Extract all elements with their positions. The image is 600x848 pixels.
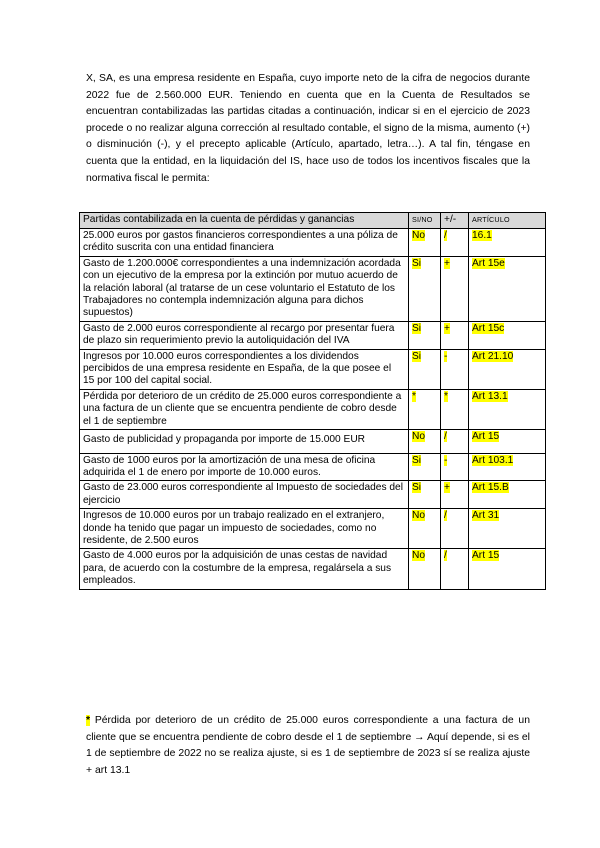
table-row xyxy=(80,389,546,429)
row-articulo: Art 13.1 xyxy=(472,390,508,402)
row-signo: + xyxy=(444,322,450,334)
table-header-row xyxy=(80,213,546,229)
row-si-no: Si xyxy=(412,350,422,362)
row-description: Gasto de 23.000 euros correspondiente al Impuesto de sociedades del ejercicio xyxy=(80,481,409,509)
row-description: Gasto de publicidad y propaganda por importe de 15.000 EUR xyxy=(80,430,409,453)
row-signo: + xyxy=(444,482,450,494)
row-si-no: Si xyxy=(412,322,422,334)
row-description: Gasto de 1000 euros por la amortización de una mesa de oficina adquirida el 1 de enero por importe de 10.000 euros. xyxy=(80,453,409,481)
table-row xyxy=(80,430,546,453)
table-row xyxy=(80,481,546,509)
row-articulo: Art 15 xyxy=(472,550,500,562)
table-row xyxy=(80,453,546,481)
row-articulo: Art 15e xyxy=(472,257,505,269)
table-row xyxy=(80,509,546,549)
row-articulo: Art 15 xyxy=(472,431,500,443)
row-articulo: Art 15.B xyxy=(472,482,509,494)
header-articulo: ARTÍCULO xyxy=(469,213,546,229)
row-signo: / xyxy=(444,230,447,241)
footnote-asterisk: * xyxy=(86,715,91,726)
row-description: 25.000 euros por gastos financieros correspondientes a una póliza de crédito suscrita con una entidad financiera xyxy=(80,229,409,257)
row-signo: * xyxy=(444,390,448,402)
row-si-no: No xyxy=(412,550,426,562)
row-description: Ingresos de 10.000 euros por un trabajo realizado en el extranjero, donde ha tenido que pagar un impuesto de sociedades, como no residente, de 2.500 euros xyxy=(80,509,409,549)
row-articulo: Art 15c xyxy=(472,322,505,334)
footnote-text: Pérdida por deterioro de un crédito de 25.000 euros correspondiente a una factura de un cliente que se encuentra pendiente de cobro desde el 1 de septiembre → Aquí depende, si es el 1 de septiembre de 2022 no se realiza ajuste, si es 1 de septiembre de 2023 sí se realiza ajuste + art 13.1 xyxy=(86,715,530,776)
row-description: Gasto de 4.000 euros por la adquisición de unas cestas de navidad para, de acuerdo con la costumbre de la empresa, regalársela a sus empleados. xyxy=(80,549,409,589)
row-si-no: Si xyxy=(412,482,422,494)
row-description: Gasto de 1.200.000€ correspondientes a una indemnización acordada con un ejecutivo de la empresa por la extinción por mutuo acuerdo de la relación laboral (al tratarse de un cese voluntario el Estatuto de los Trabajadores no contempla indemnización alguna para dichos supuestos) xyxy=(80,256,409,321)
exercise-statement: X, SA, es una empresa residente en España, cuyo importe neto de la cifra de negocios durante 2022 fue de 2.560.000 EUR. Teniendo en cuenta que en la Cuenta de Resultados se encuentran contabilizadas las partidas citadas a continuación, indicar si en el ejercicio de 2023 procede o no realizar alguna corrección al resultado contable, el signo de la misma, aumento (+) o disminución (-), y el precepto aplicable (Artículo, apartado, letra…). A tal fin, téngase en cuenta que la entidad, en la liquidación del IS, hace uso de todos los incentivos fiscales que la normativa fiscal le permita: xyxy=(86,73,530,184)
table-row xyxy=(80,321,546,349)
row-description: Pérdida por deterioro de un crédito de 25.000 euros correspondiente a una factura de un cliente que se encuentra pendiente de cobro desde el 1 de septiembre xyxy=(80,389,409,429)
row-signo: / xyxy=(444,550,447,562)
footnote xyxy=(86,713,530,779)
row-signo: / xyxy=(444,510,447,522)
row-si-no: No xyxy=(412,230,426,241)
adjustments-table xyxy=(79,212,546,590)
header-si-no: SI/NO xyxy=(409,213,441,229)
row-si-no: Si xyxy=(412,257,422,269)
row-si-no: * xyxy=(412,390,416,402)
header-partidas: Partidas contabilizada en la cuenta de pérdidas y ganancias xyxy=(80,213,409,229)
header-signo: +/- xyxy=(441,213,469,229)
row-signo: - xyxy=(444,350,448,362)
row-si-no: No xyxy=(412,431,426,443)
row-signo: / xyxy=(444,431,447,443)
row-articulo: Art 31 xyxy=(472,510,500,522)
table-row xyxy=(80,256,546,321)
row-signo: - xyxy=(444,454,448,466)
row-articulo: Art 21.10 xyxy=(472,350,514,362)
row-articulo: Art 103.1 xyxy=(472,454,514,466)
table-row xyxy=(80,549,546,589)
row-articulo: 16.1 xyxy=(472,230,492,241)
row-description: Gasto de 2.000 euros correspondiente al recargo por presentar fuera de plazo sin requerimiento previo la autoliquidación del IVA xyxy=(80,321,409,349)
row-signo: + xyxy=(444,257,450,269)
table-row xyxy=(80,229,546,257)
table-row xyxy=(80,349,546,389)
row-description: Ingresos por 10.000 euros correspondientes a los dividendos percibidos de una empresa residente en España, de la que posee el 15 por 100 del capital social. xyxy=(80,349,409,389)
row-si-no: No xyxy=(412,510,426,522)
row-si-no: Si xyxy=(412,454,422,466)
